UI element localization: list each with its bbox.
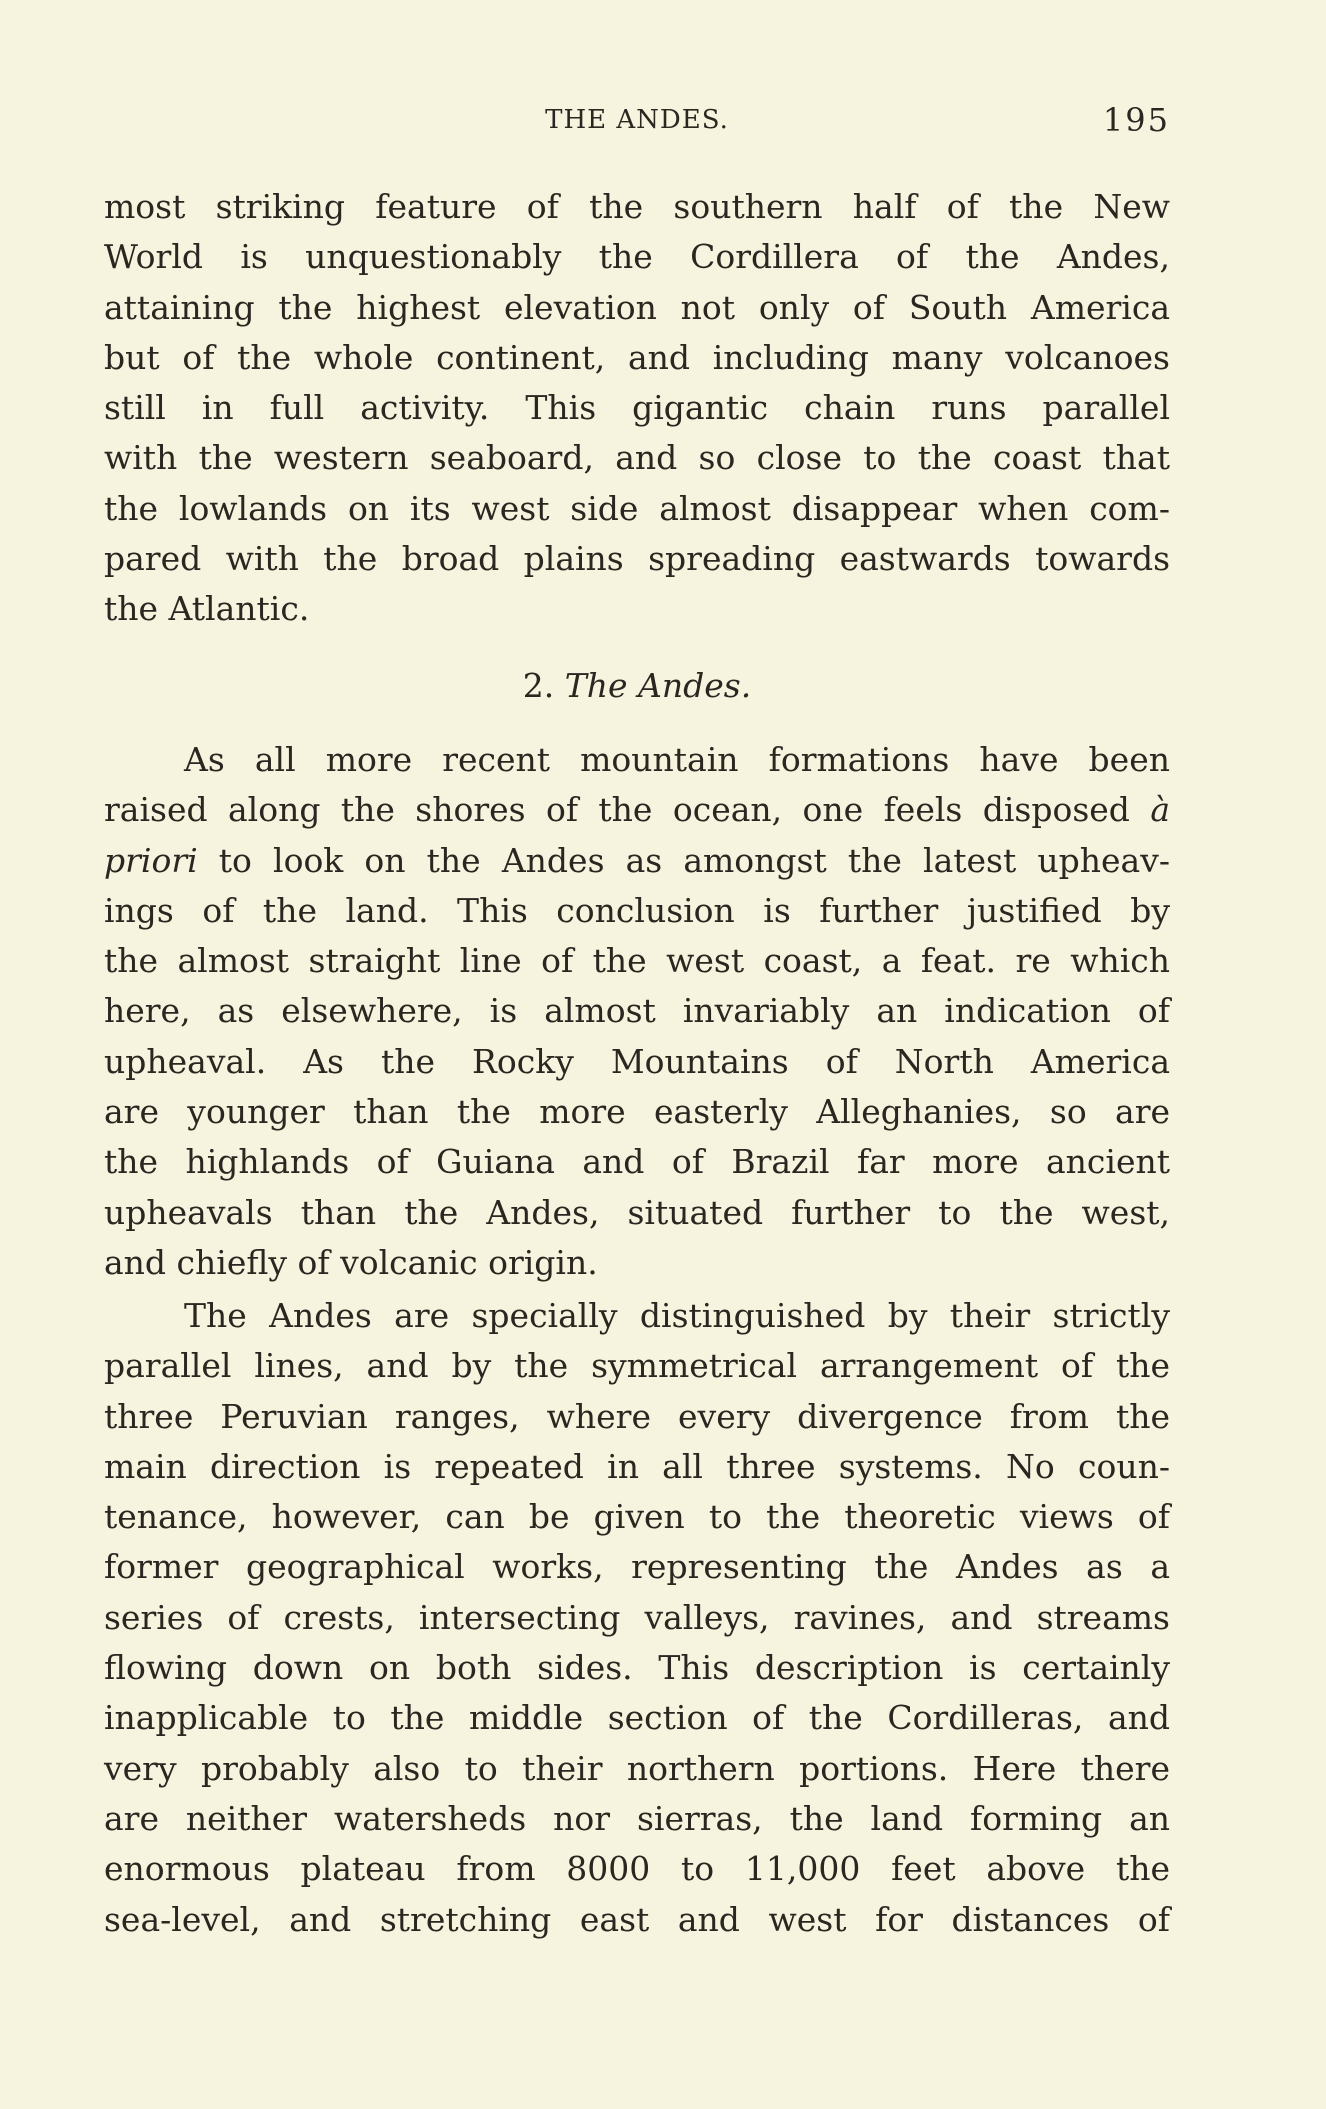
italic-word: à bbox=[1150, 790, 1170, 830]
text-line: main direction is repeated in all three systems. No coun- bbox=[104, 1446, 1170, 1486]
running-title: THE ANDES. bbox=[545, 105, 729, 135]
text-line: here, as elsewhere, is almost invariably an indication of bbox=[104, 991, 1170, 1031]
paragraph bbox=[104, 1291, 1170, 1945]
text-line: are younger than the more easterly Alleghanies, so are bbox=[104, 1092, 1170, 1132]
text-line: enormous plateau from 8000 to 11,000 feet above the bbox=[104, 1849, 1170, 1889]
text-line: with the western seaboard, and so close to the coast that bbox=[104, 438, 1170, 478]
text-line: flowing down on both sides. This description is certainly bbox=[104, 1648, 1170, 1688]
text-line: are neither watersheds nor sierras, the land forming an bbox=[104, 1798, 1170, 1838]
text-line: the highlands of Guiana and of Brazil far more ancient bbox=[104, 1142, 1170, 1182]
text-line: upheaval. As the Rocky Mountains of North America bbox=[104, 1041, 1170, 1081]
text-segment: to look on the Andes as amongst the latest upheav- bbox=[197, 840, 1170, 880]
text-line: still in full activity. This gigantic chain runs parallel bbox=[104, 388, 1170, 428]
text-line: series of crests, intersecting valleys, ravines, and streams bbox=[104, 1597, 1170, 1637]
text-line: attaining the highest elevation not only of South America bbox=[104, 287, 1170, 327]
section-heading bbox=[104, 661, 1170, 711]
text-line bbox=[104, 785, 1170, 835]
text-line: three Peruvian ranges, where every divergence from the bbox=[104, 1396, 1170, 1436]
page-number: 195 bbox=[1102, 101, 1170, 139]
section-number: 2. bbox=[522, 666, 555, 705]
running-head bbox=[104, 100, 1170, 140]
text-line: sea-level, and stretching east and west for distances of bbox=[104, 1899, 1170, 1939]
paragraph-continuation bbox=[104, 182, 1170, 635]
text-line: the almost straight line of the west coast, a feat. re which bbox=[104, 941, 1170, 981]
text-segment: raised along the shores of the ocean, one feels disposed bbox=[104, 790, 1130, 830]
text-line: the Atlantic. bbox=[104, 589, 310, 629]
text-line: pared with the broad plains spreading eastwards towards bbox=[104, 539, 1170, 579]
text-line: ings of the land. This conclusion is further justified by bbox=[104, 890, 1170, 930]
text-line: and chiefly of volcanic origin. bbox=[104, 1242, 598, 1282]
text-line: upheavals than the Andes, situated further to the west, bbox=[104, 1192, 1170, 1232]
text-line bbox=[104, 836, 1170, 886]
text-line: but of the whole continent, and including many volcanoes bbox=[104, 337, 1170, 377]
text-line: parallel lines, and by the symmetrical arrangement of the bbox=[104, 1346, 1170, 1386]
text-line: tenance, however, can be given to the theoretic views of bbox=[104, 1497, 1170, 1537]
text-line: The Andes are specially distinguished by their strictly bbox=[184, 1296, 1170, 1335]
section-title: The Andes. bbox=[564, 666, 752, 705]
text-line: World is unquestionably the Cordillera of the Andes, bbox=[104, 237, 1170, 277]
text-line: former geographical works, representing the Andes as a bbox=[104, 1547, 1170, 1587]
text-line: inapplicable to the middle section of the Cordilleras, and bbox=[104, 1698, 1170, 1738]
text-line: most striking feature of the southern half of the New bbox=[104, 187, 1170, 226]
paragraph bbox=[104, 735, 1170, 1288]
text-line: As all more recent mountain formations have been bbox=[184, 740, 1170, 779]
text-line: the lowlands on its west side almost disappear when com- bbox=[104, 488, 1170, 528]
italic-word: priori bbox=[104, 840, 198, 880]
text-line: very probably also to their northern portions. Here there bbox=[104, 1748, 1170, 1788]
